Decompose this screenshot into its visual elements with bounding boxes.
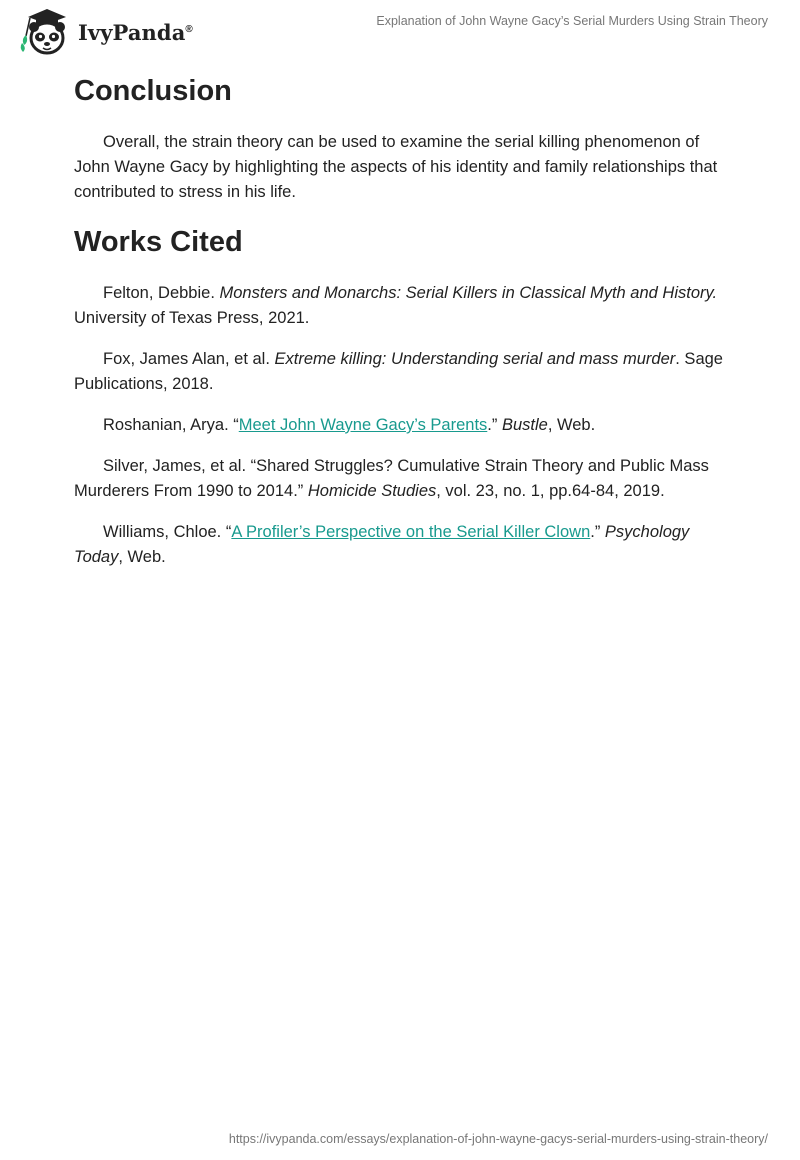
citation-publisher: University of Texas Press, 2021. bbox=[74, 309, 310, 327]
citation-fox bbox=[74, 347, 734, 397]
citation-author: Fox, James Alan, et al. bbox=[103, 350, 275, 368]
panda-graduation-cap-icon bbox=[14, 8, 76, 56]
citation-title: Monsters and Monarchs: Serial Killers in Classical Myth and History. bbox=[219, 284, 718, 302]
footer-source-url: https://ivypanda.com/essays/explanation-of-john-wayne-gacys-serial-murders-using-strain-theory/ bbox=[228, 1132, 768, 1146]
citation-punctuation: .” bbox=[590, 523, 605, 541]
citation-source: Bustle bbox=[501, 416, 548, 434]
citation-williams bbox=[74, 520, 734, 570]
ivypanda-logo[interactable] bbox=[14, 8, 193, 56]
citation-author: Williams, Chloe. “ bbox=[103, 523, 232, 541]
brand-name: IvyPanda® bbox=[78, 19, 193, 45]
citation-author: Felton, Debbie. bbox=[103, 284, 220, 302]
citation-publisher: . Sage Publications, 2018. bbox=[74, 350, 723, 393]
citation-punctuation: .” bbox=[487, 416, 502, 434]
citation-title: Extreme killing: Understanding serial and mass murder bbox=[274, 350, 676, 368]
citation-title: “Shared Struggles? Cumulative Strain Theory and Public Mass Murderers From 1990 to 2014.” bbox=[74, 457, 709, 500]
main-content bbox=[74, 72, 734, 570]
citation-silver bbox=[74, 454, 734, 504]
document-title: Explanation of John Wayne Gacy’s Serial Murders Using Strain Theory bbox=[376, 14, 768, 28]
citation-roshanian bbox=[74, 413, 734, 438]
citation-source: Psychology Today bbox=[74, 523, 690, 566]
registered-mark: ® bbox=[185, 23, 193, 35]
works-cited-heading: Works Cited bbox=[74, 226, 243, 258]
citation-suffix: , Web. bbox=[118, 548, 166, 566]
citation-link-gacys-parents[interactable]: Meet John Wayne Gacy’s Parents bbox=[238, 416, 488, 434]
page-header bbox=[0, 0, 800, 60]
citation-author: Roshanian, Arya. “ bbox=[103, 416, 239, 434]
citation-suffix: , Web. bbox=[547, 416, 596, 434]
citation-felton bbox=[74, 281, 734, 331]
conclusion-heading: Conclusion bbox=[74, 75, 232, 107]
citation-author: Silver, James, et al. bbox=[103, 457, 251, 475]
citation-suffix: , vol. 23, no. 1, pp.64-84, 2019. bbox=[436, 482, 665, 500]
citation-source: Homicide Studies bbox=[307, 482, 437, 500]
conclusion-paragraph: Overall, the strain theory can be used to examine the serial killing phenomenon of John Wayne Gacy by highlighting the aspects of his identity and family relationships that contributed to stress in his life. bbox=[74, 133, 718, 201]
citation-link-profiler-perspective[interactable]: A Profiler’s Perspective on the Serial Killer Clown bbox=[231, 523, 591, 541]
